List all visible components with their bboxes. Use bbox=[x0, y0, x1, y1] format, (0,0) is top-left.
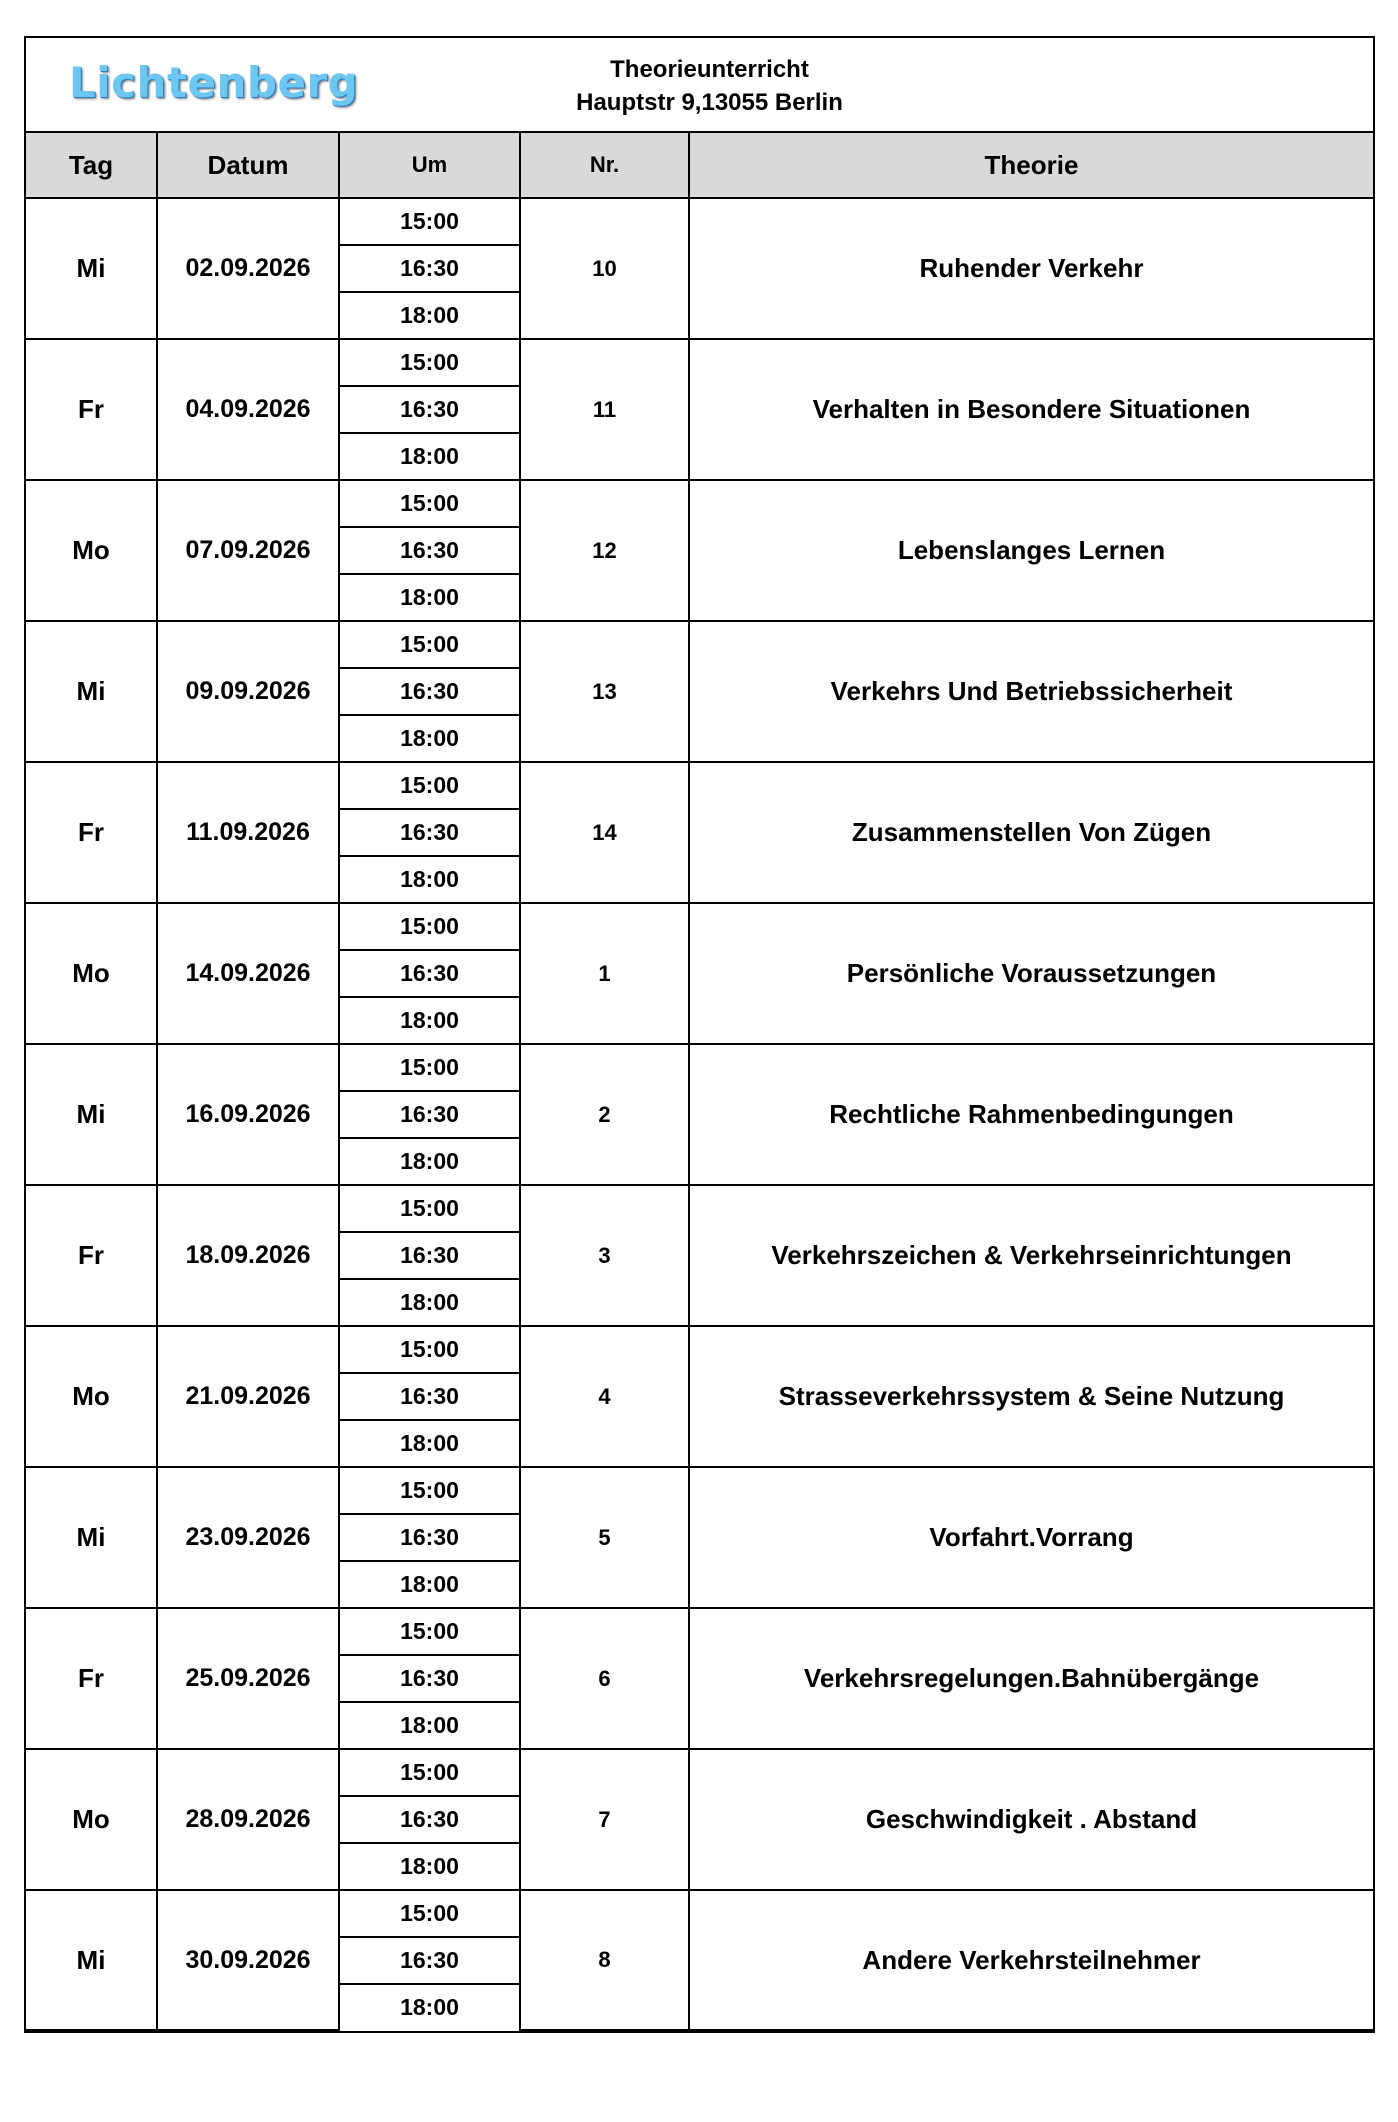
table-body bbox=[26, 198, 1373, 2030]
lesson-number-cell: 1 bbox=[520, 903, 689, 1044]
schedule-sheet bbox=[24, 36, 1375, 2033]
time-cell: 16:30 bbox=[339, 386, 520, 433]
date-cell: 07.09.2026 bbox=[157, 480, 339, 621]
table-row bbox=[26, 1185, 1373, 1232]
day-cell: Mo bbox=[26, 480, 157, 621]
day-cell: Mi bbox=[26, 1044, 157, 1185]
lesson-number-cell: 3 bbox=[520, 1185, 689, 1326]
time-cell: 15:00 bbox=[339, 1749, 520, 1796]
day-cell: Mo bbox=[26, 1749, 157, 1890]
lesson-number-cell: 5 bbox=[520, 1467, 689, 1608]
time-cell: 18:00 bbox=[339, 1702, 520, 1749]
table-row bbox=[26, 1890, 1373, 1937]
topic-cell: Verkehrs Und Betriebssicherheit bbox=[689, 621, 1373, 762]
schedule-header bbox=[26, 38, 1373, 133]
topic-cell: Ruhender Verkehr bbox=[689, 198, 1373, 339]
table-row bbox=[26, 1608, 1373, 1655]
topic-cell: Rechtliche Rahmenbedingungen bbox=[689, 1044, 1373, 1185]
day-cell: Fr bbox=[26, 1608, 157, 1749]
schedule-table bbox=[26, 133, 1373, 2031]
time-cell: 18:00 bbox=[339, 1984, 520, 2030]
time-cell: 18:00 bbox=[339, 1561, 520, 1608]
time-cell: 18:00 bbox=[339, 292, 520, 339]
table-row bbox=[26, 621, 1373, 668]
lesson-number-cell: 11 bbox=[520, 339, 689, 480]
address: Hauptstr 9,13055 Berlin bbox=[576, 89, 843, 116]
topic-cell: Andere Verkehrsteilnehmer bbox=[689, 1890, 1373, 2030]
page-title: Theorieunterricht bbox=[610, 56, 809, 83]
date-cell: 21.09.2026 bbox=[157, 1326, 339, 1467]
time-cell: 16:30 bbox=[339, 1373, 520, 1420]
day-cell: Mi bbox=[26, 198, 157, 339]
topic-cell: Lebenslanges Lernen bbox=[689, 480, 1373, 621]
lesson-number-cell: 7 bbox=[520, 1749, 689, 1890]
time-cell: 18:00 bbox=[339, 1279, 520, 1326]
table-row bbox=[26, 198, 1373, 245]
lesson-number-cell: 4 bbox=[520, 1326, 689, 1467]
time-cell: 16:30 bbox=[339, 1091, 520, 1138]
column-header-tag: Tag bbox=[26, 133, 157, 198]
time-cell: 15:00 bbox=[339, 621, 520, 668]
time-cell: 15:00 bbox=[339, 1608, 520, 1655]
time-cell: 16:30 bbox=[339, 1796, 520, 1843]
day-cell: Fr bbox=[26, 762, 157, 903]
time-cell: 16:30 bbox=[339, 1232, 520, 1279]
time-cell: 15:00 bbox=[339, 339, 520, 386]
table-row bbox=[26, 1326, 1373, 1373]
date-cell: 11.09.2026 bbox=[157, 762, 339, 903]
day-cell: Mi bbox=[26, 1890, 157, 2030]
day-cell: Mo bbox=[26, 903, 157, 1044]
column-header-nr: Nr. bbox=[520, 133, 689, 198]
time-cell: 15:00 bbox=[339, 1326, 520, 1373]
table-row bbox=[26, 1749, 1373, 1796]
time-cell: 16:30 bbox=[339, 809, 520, 856]
time-cell: 15:00 bbox=[339, 1044, 520, 1091]
table-row bbox=[26, 762, 1373, 809]
topic-cell: Persönliche Voraussetzungen bbox=[689, 903, 1373, 1044]
time-cell: 15:00 bbox=[339, 762, 520, 809]
topic-cell: Verhalten in Besondere Situationen bbox=[689, 339, 1373, 480]
lesson-number-cell: 10 bbox=[520, 198, 689, 339]
time-cell: 18:00 bbox=[339, 1843, 520, 1890]
time-cell: 15:00 bbox=[339, 903, 520, 950]
lesson-number-cell: 14 bbox=[520, 762, 689, 903]
time-cell: 16:30 bbox=[339, 1937, 520, 1984]
column-header-datum: Datum bbox=[157, 133, 339, 198]
lesson-number-cell: 2 bbox=[520, 1044, 689, 1185]
day-cell: Mo bbox=[26, 1326, 157, 1467]
time-cell: 18:00 bbox=[339, 1420, 520, 1467]
time-cell: 15:00 bbox=[339, 480, 520, 527]
time-cell: 18:00 bbox=[339, 715, 520, 762]
time-cell: 18:00 bbox=[339, 997, 520, 1044]
table-row bbox=[26, 903, 1373, 950]
topic-cell: Zusammenstellen Von Zügen bbox=[689, 762, 1373, 903]
date-cell: 30.09.2026 bbox=[157, 1890, 339, 2030]
table-header-row bbox=[26, 133, 1373, 198]
time-cell: 16:30 bbox=[339, 527, 520, 574]
day-cell: Fr bbox=[26, 1185, 157, 1326]
time-cell: 15:00 bbox=[339, 1467, 520, 1514]
time-cell: 15:00 bbox=[339, 1185, 520, 1232]
time-cell: 18:00 bbox=[339, 433, 520, 480]
logo: Lichtenberg bbox=[69, 58, 359, 107]
topic-cell: Vorfahrt.Vorrang bbox=[689, 1467, 1373, 1608]
lesson-number-cell: 8 bbox=[520, 1890, 689, 2030]
time-cell: 16:30 bbox=[339, 950, 520, 997]
day-cell: Mi bbox=[26, 1467, 157, 1608]
day-cell: Fr bbox=[26, 339, 157, 480]
date-cell: 28.09.2026 bbox=[157, 1749, 339, 1890]
lesson-number-cell: 12 bbox=[520, 480, 689, 621]
header-titles bbox=[26, 53, 1373, 119]
time-cell: 16:30 bbox=[339, 245, 520, 292]
topic-cell: Geschwindigkeit . Abstand bbox=[689, 1749, 1373, 1890]
table-row bbox=[26, 339, 1373, 386]
column-header-um: Um bbox=[339, 133, 520, 198]
time-cell: 15:00 bbox=[339, 1890, 520, 1937]
day-cell: Mi bbox=[26, 621, 157, 762]
table-row bbox=[26, 1044, 1373, 1091]
time-cell: 18:00 bbox=[339, 1138, 520, 1185]
time-cell: 18:00 bbox=[339, 856, 520, 903]
time-cell: 16:30 bbox=[339, 1655, 520, 1702]
lesson-number-cell: 6 bbox=[520, 1608, 689, 1749]
date-cell: 09.09.2026 bbox=[157, 621, 339, 762]
date-cell: 25.09.2026 bbox=[157, 1608, 339, 1749]
date-cell: 18.09.2026 bbox=[157, 1185, 339, 1326]
time-cell: 16:30 bbox=[339, 668, 520, 715]
topic-cell: Verkehrsregelungen.Bahnübergänge bbox=[689, 1608, 1373, 1749]
date-cell: 23.09.2026 bbox=[157, 1467, 339, 1608]
topic-cell: Strasseverkehrssystem & Seine Nutzung bbox=[689, 1326, 1373, 1467]
date-cell: 14.09.2026 bbox=[157, 903, 339, 1044]
date-cell: 16.09.2026 bbox=[157, 1044, 339, 1185]
date-cell: 02.09.2026 bbox=[157, 198, 339, 339]
time-cell: 18:00 bbox=[339, 574, 520, 621]
column-header-theorie: Theorie bbox=[689, 133, 1373, 198]
time-cell: 16:30 bbox=[339, 1514, 520, 1561]
lesson-number-cell: 13 bbox=[520, 621, 689, 762]
time-cell: 15:00 bbox=[339, 198, 520, 245]
topic-cell: Verkehrszeichen & Verkehrseinrichtungen bbox=[689, 1185, 1373, 1326]
date-cell: 04.09.2026 bbox=[157, 339, 339, 480]
table-row bbox=[26, 480, 1373, 527]
table-row bbox=[26, 1467, 1373, 1514]
